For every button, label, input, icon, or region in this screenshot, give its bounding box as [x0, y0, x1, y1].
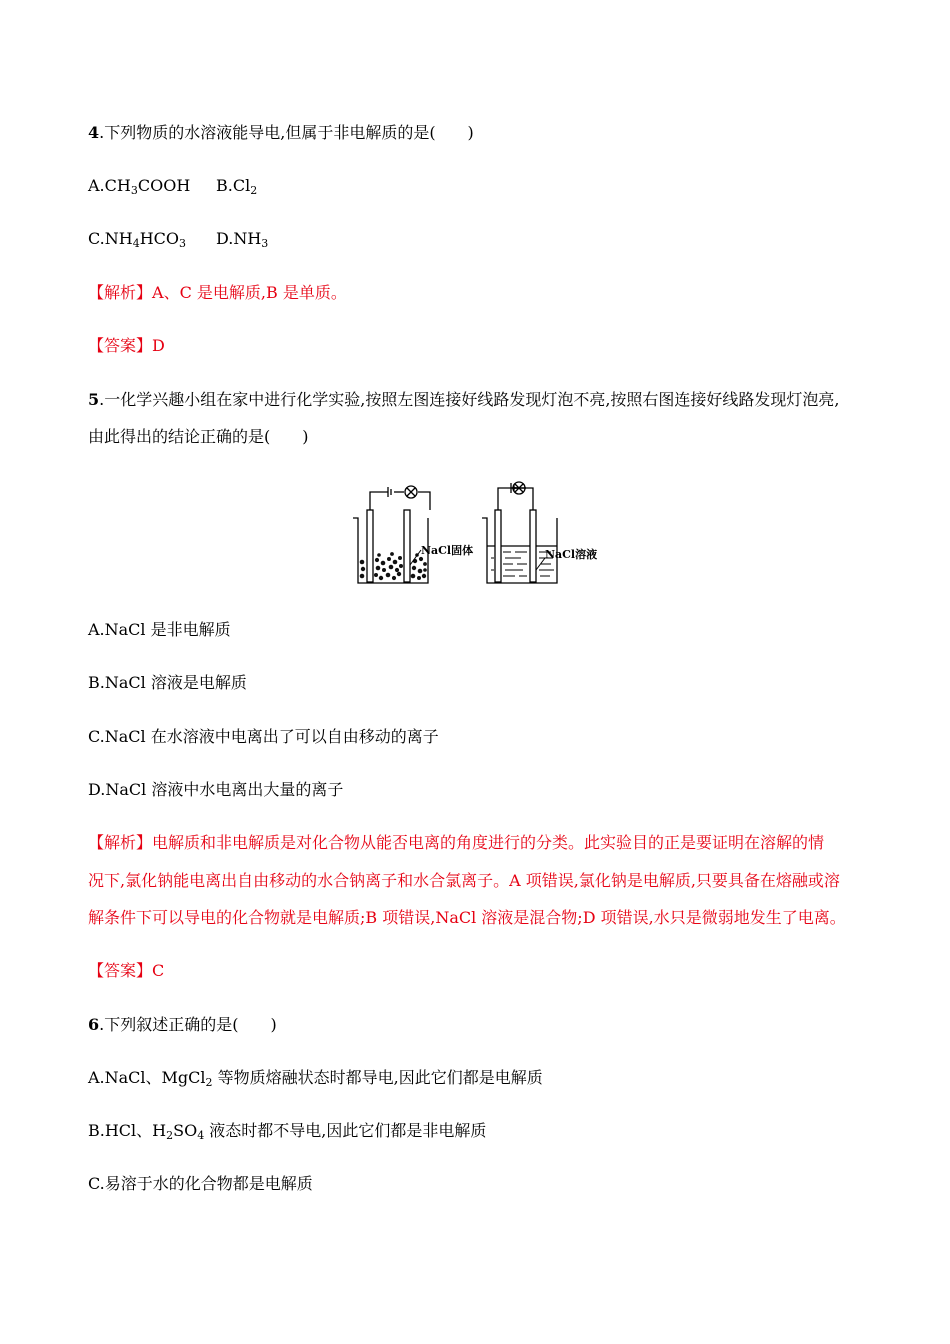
q5-analysis-line3: 解条件下可以导电的化合物就是电解质;B 项错误,NaCl 溶液是混合物;D 项错误,水只是微弱地发生了电离。: [88, 908, 846, 927]
q5-option-b: B.NaCl 溶液是电解质: [88, 673, 247, 692]
q4-option-d: $D.NH_3$: [216, 229, 269, 250]
q5-option-d: D.NaCl 溶液中水电离出大量的离子: [88, 780, 344, 799]
right-wire-left: [498, 488, 512, 510]
right-wire-right: [525, 488, 533, 510]
q5-option-c: C.NaCl 在水溶液中电离出了可以自由移动的离子: [88, 727, 439, 746]
q4-options-row2: [88, 229, 268, 249]
q6-option-a: A.NaCl、MgCl$_2$ 等物质熔融状态时都导电,因此它们都是电解质: [88, 1068, 543, 1089]
right-electrode-b: [530, 510, 536, 582]
left-beaker: [353, 518, 428, 583]
q4-option-c: $C.NH_4HCO_3$: [88, 229, 187, 250]
q5-circuit-figure: [345, 470, 605, 595]
right-label: NaCl溶液: [545, 548, 598, 561]
q6-option-b: B.HCl、$H_2SO_4$ 液态时都不导电,因此它们都是非电解质: [88, 1121, 487, 1142]
q4-analysis: 【解析】A、C 是电解质,B 是单质。: [88, 283, 347, 302]
q5-analysis-line1: 【解析】电解质和非电解质是对化合物从能否电离的角度进行的分类。此实验目的正是要证明在溶解的情: [88, 833, 825, 852]
q4-option-a: $A.CH_3COOH$: [88, 176, 191, 197]
q5-stem-line2: 由此得出的结论正确的是( ): [88, 427, 309, 446]
q4-option-b: $B.Cl_2$: [216, 176, 258, 197]
right-beaker-apparatus: [482, 482, 557, 583]
q4-options-row1: [88, 176, 257, 196]
q6-stem: 6.下列叙述正确的是( ): [88, 1015, 277, 1034]
right-electrode-a: [495, 510, 501, 582]
q5-answer: 【答案】C: [88, 961, 165, 980]
q4-stem: 4.下列物质的水溶液能导电,但属于非电解质的是( ): [88, 123, 474, 142]
q5-option-a: A.NaCl 是非电解质: [88, 620, 231, 639]
q6-option-c: C.易溶于水的化合物都是电解质: [88, 1174, 313, 1193]
left-electrode-a: [367, 510, 373, 582]
left-wire-left: [370, 492, 388, 510]
left-label: NaCl固体: [421, 544, 474, 557]
q5-analysis-line2: 况下,氯化钠能电离出自由移动的水合钠离子和水合氯离子。A 项错误,氯化钠是电解质,只要具备在熔融或溶: [88, 871, 840, 890]
left-electrode-b: [404, 510, 410, 582]
left-wire-right: [418, 492, 430, 510]
q5-stem-line1: 5.一化学兴趣小组在家中进行化学实验,按照左图连接好线路发现灯泡不亮,按照右图连接好线路发现灯泡亮,: [88, 390, 840, 409]
q4-answer: 【答案】D: [88, 336, 165, 355]
